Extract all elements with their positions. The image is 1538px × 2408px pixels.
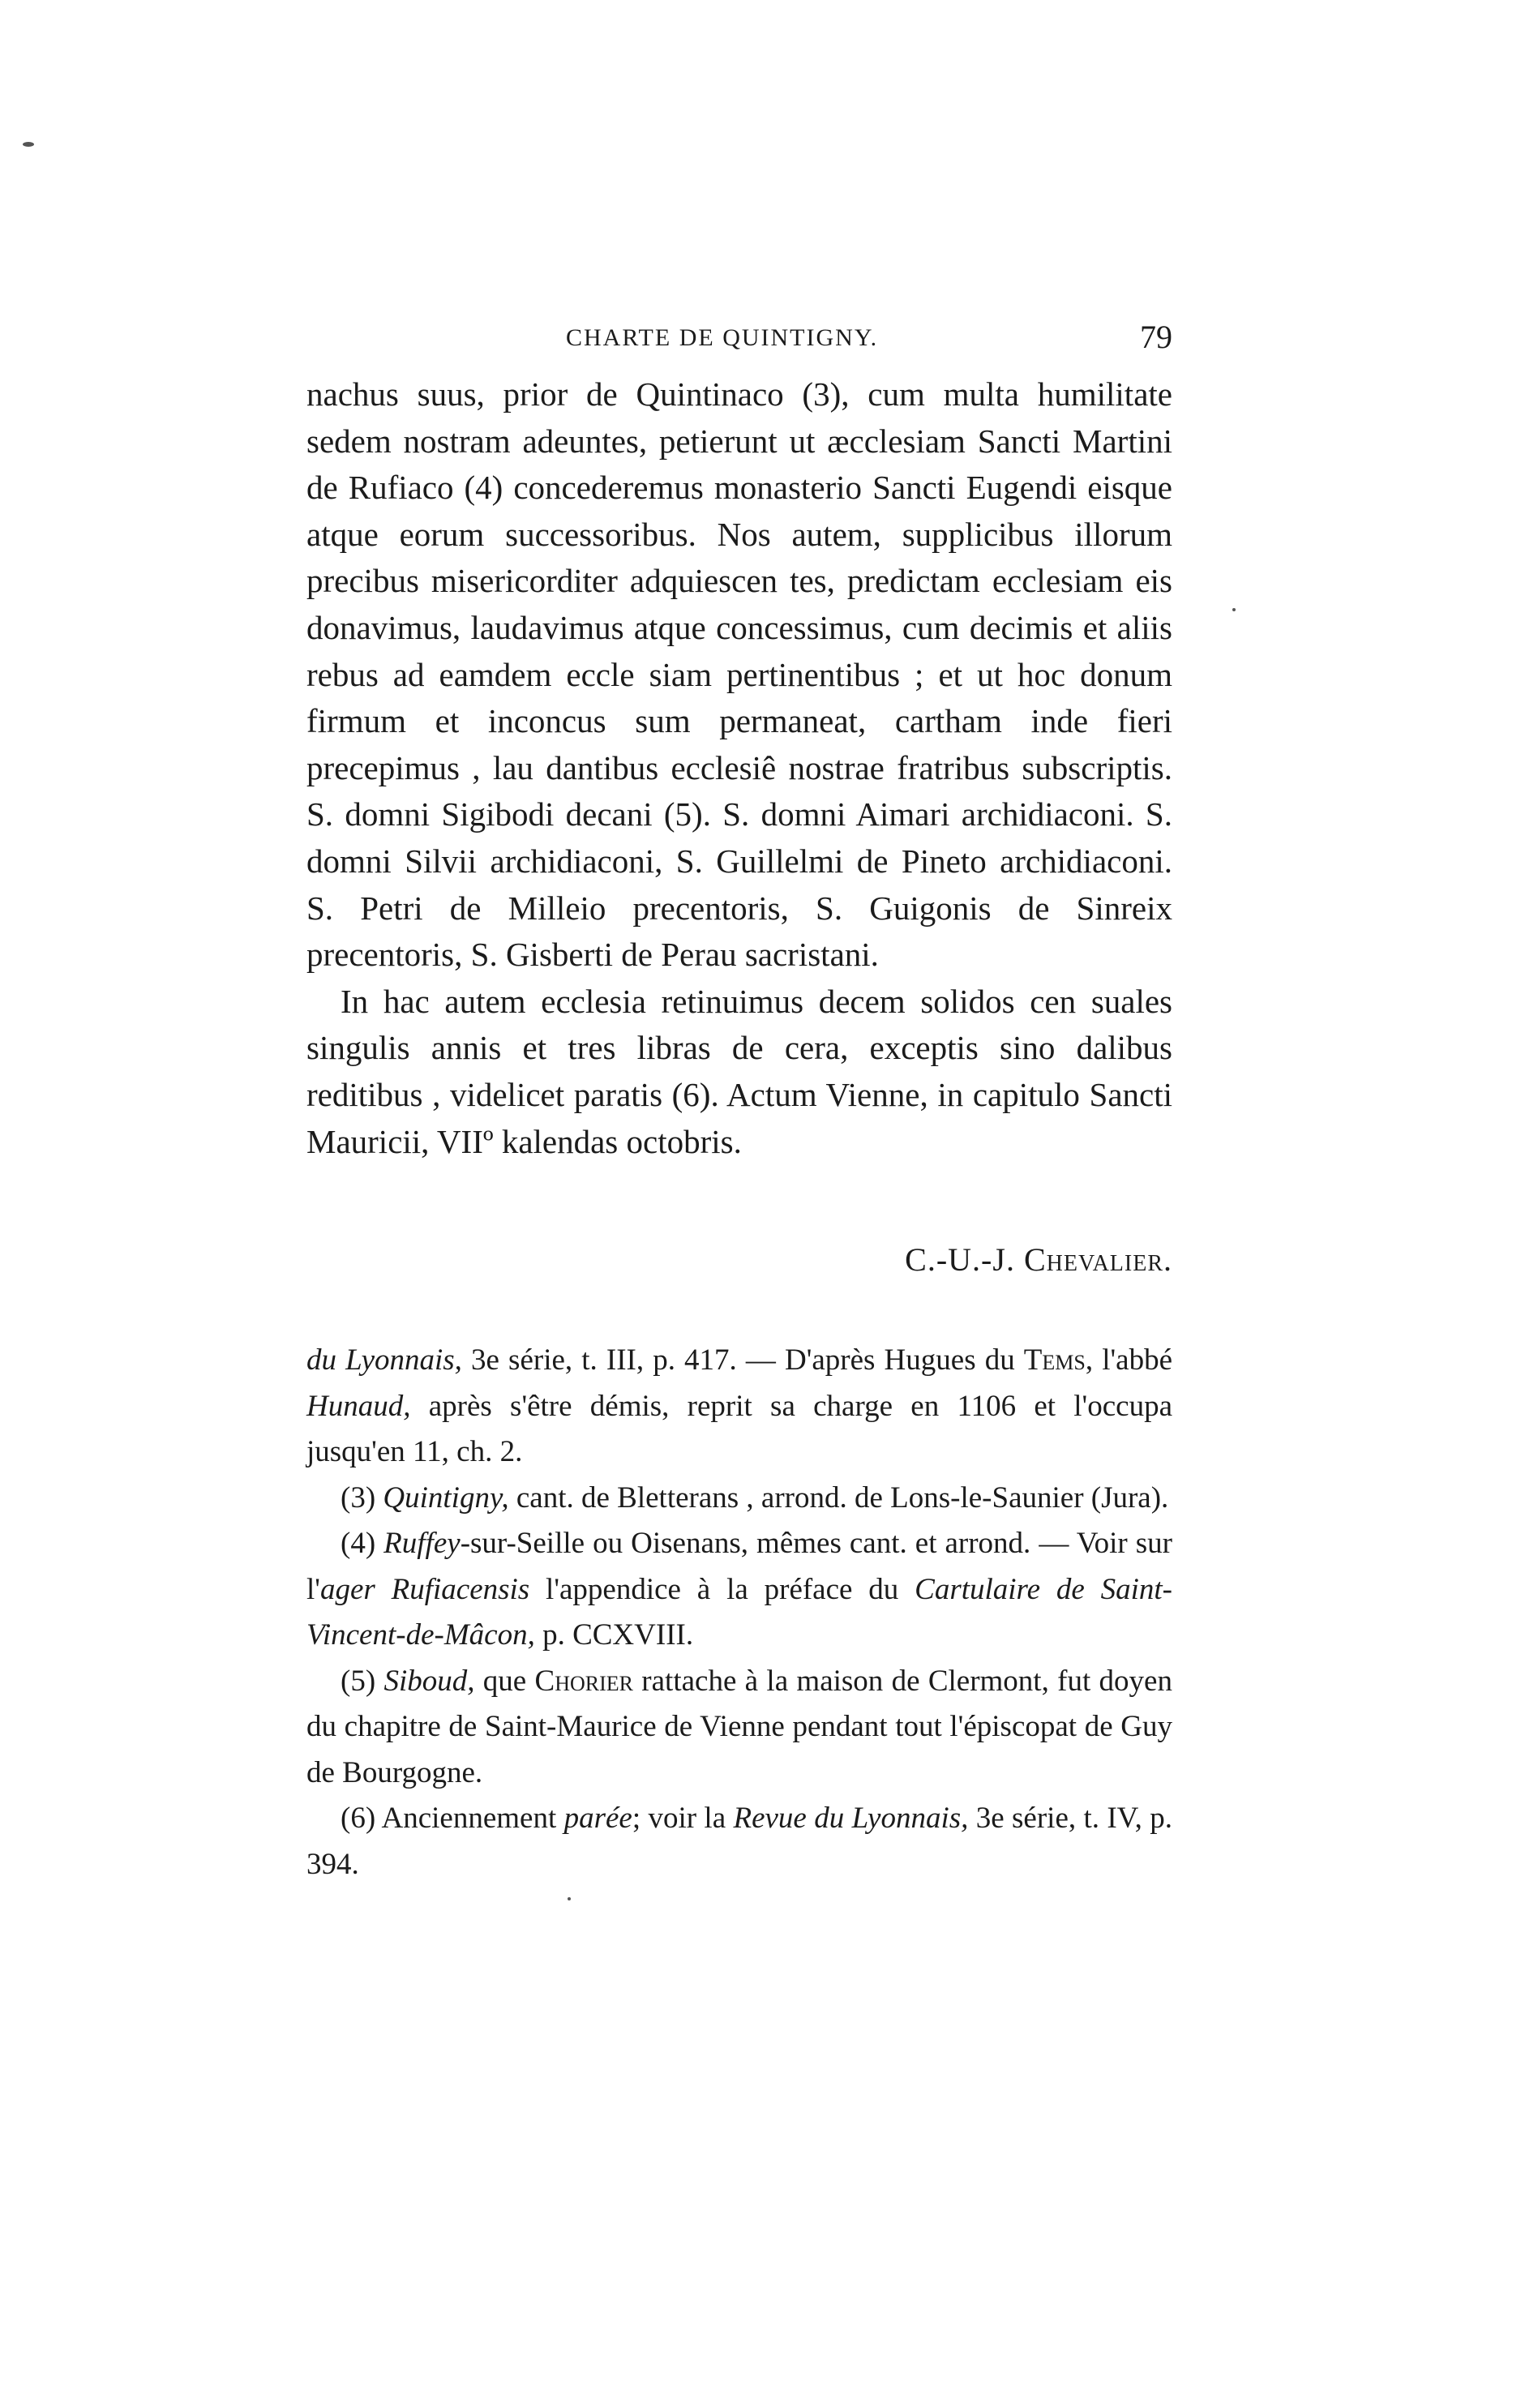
- note-number: (5): [341, 1664, 384, 1698]
- text-line: concessimus, cum decimis et aliis rebus ad eamdem eccle: [306, 608, 1172, 693]
- note-number: (6): [341, 1802, 382, 1835]
- text-line: In hac autem ecclesia retinuimus decem solidos cen: [341, 982, 1077, 1020]
- running-head: [306, 321, 1172, 370]
- text-line: Sigibodi decani (5). S. domni Aimari archidiaconi. S. domni: [306, 795, 1172, 880]
- note-text: 3e série, t. IV, p. 394.: [306, 1802, 1172, 1881]
- footnote-5: [306, 1659, 1172, 1797]
- scan-speck: [568, 1897, 571, 1900]
- text-line: suales singulis annis et tres libras de cera, exceptis sino: [306, 982, 1173, 1067]
- text-line: precentoris, S. Gisberti de Perau sacristani.: [306, 936, 879, 974]
- note-italic: parée: [563, 1802, 632, 1835]
- text-line: dantibus ecclesiê nostrae fratribus subscriptis. S. domni: [306, 748, 1172, 833]
- note-text: cant. de Bletterans , arrond. de Lons-le-Saunier (Jura).: [508, 1480, 1169, 1515]
- text-line: dalibus reditibus , videlicet paratis (6). Actum Vienne,: [306, 1029, 1172, 1113]
- text-line: in capitulo Sancti Mauricii, VIIº kalendas octobris.: [306, 1075, 1173, 1160]
- text-line: Eugendi eisque atque eorum successoribus. Nos autem,: [306, 469, 1172, 553]
- signature-surname: Chevalier.: [1023, 1241, 1172, 1278]
- note-smallcaps: Tems: [1023, 1343, 1086, 1377]
- note-text: p. CCXVIII.: [534, 1618, 694, 1652]
- note-text: que: [474, 1664, 535, 1698]
- charter-text: [306, 371, 1172, 1165]
- note-italic: Quintigny,: [383, 1480, 509, 1515]
- note-italic: Ruffey: [383, 1527, 461, 1560]
- running-title: CHARTE DE QUINTIGNY.: [566, 324, 879, 351]
- signature-initials: C.-U.-J.: [905, 1241, 1015, 1278]
- text-line: nachus suus, prior de Quintinaco (3), cum multa humilitate: [306, 375, 1172, 413]
- note-text: après s'être démis, reprit sa charge en 1106 et l'occupa jusqu'en 11, ch. 2.: [306, 1389, 1172, 1468]
- note-italic: ager Rufiacensis: [319, 1572, 530, 1606]
- note-italic: Hunaud,: [306, 1389, 411, 1423]
- note-text: -sur-Seille ou Oisenans, mêmes cant. et arrond. — Voir sur l': [306, 1527, 1172, 1606]
- text-line: sum permaneat, cartham inde fieri precepimus , lau: [306, 702, 1173, 786]
- note-italic: Cartulaire de Saint-Vincent-de-Mâcon,: [306, 1572, 1172, 1652]
- text-line: tes, predictam ecclesiam eis donavimus, laudavimus atque: [306, 562, 1173, 646]
- note-text: ; voir la: [632, 1802, 734, 1835]
- note-text: l'appendice à la préface du: [529, 1572, 915, 1606]
- footnotes: [306, 1338, 1172, 1887]
- text-line: S. Petri de Milleio precentoris, S. Guigonis de Sinreix: [306, 889, 1172, 927]
- note-italic: Revue du Lyonnais,: [733, 1802, 969, 1835]
- scan-speck: [23, 142, 34, 147]
- note-number: (3): [341, 1480, 383, 1515]
- text-line: sedem nostram adeuntes, petierunt ut æcclesiam Sancti: [306, 422, 1073, 460]
- text-line: Silvii archidiaconi, S. Guillelmi de Pineto archidiaconi.: [405, 842, 1172, 880]
- note-italic: Siboud,: [383, 1664, 475, 1698]
- footnote-4: [306, 1521, 1172, 1659]
- footnote-3: [306, 1476, 1172, 1522]
- footnote-6: [306, 1796, 1172, 1887]
- note-italic: du Lyonnais,: [306, 1343, 462, 1377]
- note-text: 3e série, t. III, p. 417. — D'après Hugues du: [461, 1343, 1024, 1377]
- note-text: rattache à la maison de Clermont, fut doyen du chapitre de Saint-Maurice de Vienne pendant tout l'épiscopat de Guy de Bourgogne.: [306, 1664, 1172, 1789]
- text-line: siam pertinentibus ; et ut hoc donum firmum et inconcus: [306, 655, 1173, 740]
- charter-paragraph-2: [306, 979, 1172, 1165]
- footnote-continuation: [306, 1338, 1172, 1476]
- text-line: Martini de Rufiaco (4) concederemus monasterio Sancti: [306, 422, 1172, 507]
- note-number: (4): [341, 1527, 384, 1560]
- page-number: 79: [1140, 319, 1172, 355]
- author-signature: [905, 1240, 1172, 1279]
- charter-paragraph-1: [306, 371, 1172, 979]
- note-text: Anciennement: [381, 1802, 564, 1835]
- note-text: , l'abbé: [1085, 1343, 1173, 1377]
- scan-speck: [1232, 608, 1236, 611]
- text-line: supplicibus illorum precibus misericorditer adquiescen: [306, 515, 1172, 600]
- note-smallcaps: Chorier: [534, 1664, 633, 1698]
